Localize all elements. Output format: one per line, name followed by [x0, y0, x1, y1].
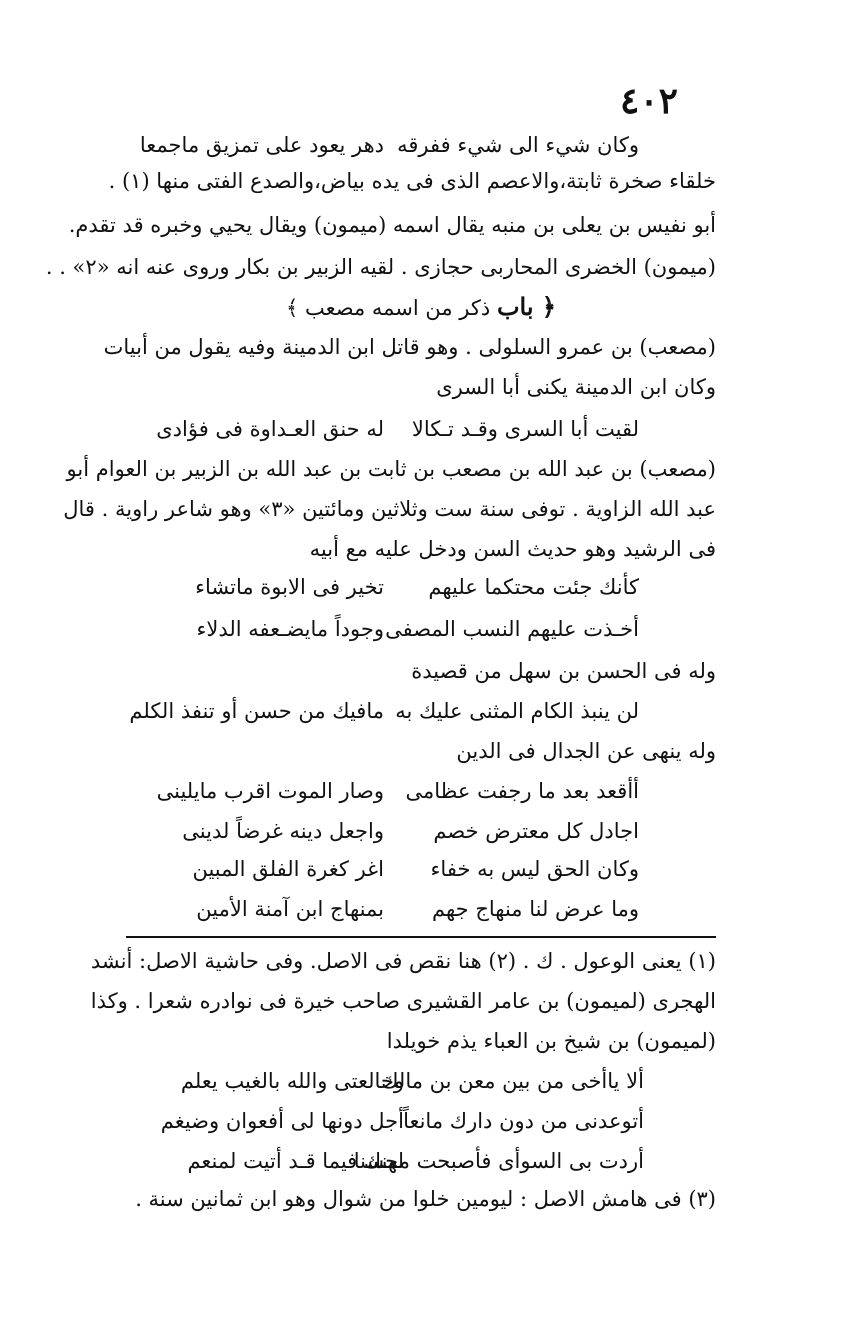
footnote-verse-hemistich: أردت بى السوأى فأصبحت محسنا [353, 1149, 644, 1173]
verse-hemistich: له حنق العـداوة فى فؤادى [156, 417, 384, 441]
footnote-verse-hemistich: ألا ياأخى من بين معن بن مالك [381, 1069, 644, 1093]
verse-hemistich: كأنك جئت محتكما عليهم [428, 575, 639, 599]
verse-hemistich: اجادل كل معترض خصم [433, 819, 639, 843]
verse-hemistich: اغر كغرة الفلق المبين [192, 857, 384, 881]
text-line: فى الرشيد وهو حديث السن ودخل عليه مع أبيه [309, 537, 716, 561]
verse-hemistich: واجعل دينه غرضاً لدينى [182, 819, 384, 843]
verse-hemistich: دهر يعود على تمزيق ماجمعا [139, 133, 384, 157]
verse-hemistich: وجوداً مايضـعفه الدلاء [196, 617, 384, 641]
footnote-line: (١) يعنى الوعول . ك . (٢) هنا نقص فى الاصل. وفى حاشية الاصل: أنشد [90, 949, 716, 973]
footnote-line: الهجرى (لميمون) بن عامر القشيرى صاحب خيرة فى نوادره شعرا . وكذا [90, 989, 716, 1013]
verse-hemistich: لن ينبذ الكام المثنى عليك به [395, 699, 639, 723]
footnote-line: (٣) فى هامش الاصل : ليومين خلوا من شوال وهو ابن ثمانين سنة . [135, 1187, 716, 1211]
verse-hemistich: تخير فى الابوة ماتشاء [195, 575, 384, 599]
text-line: (مصعب) بن عبد الله بن مصعب بن ثابت بن عبد الله بن الزبير بن العوام أبو [66, 457, 716, 481]
text-line: وله ينهى عن الجدال فى الدين [456, 739, 716, 763]
footnote-divider [126, 936, 716, 938]
footnote-verse-hemistich: لهنك فيما قـد أتيت لمنعم [187, 1149, 404, 1173]
footnote-verse-hemistich: أجل دونها لى أفعوان وضيغم [160, 1109, 404, 1133]
text-line: عبد الله الزاوية . توفى سنة ست وثلاثين ومائتين «٣» وهو شاعر راوية . قال [63, 497, 716, 521]
text-line: وكان ابن الدمينة يكنى أبا السرى [436, 375, 716, 399]
verse-hemistich: وكان شيء الى شيء ففرقه [397, 133, 639, 157]
verse-hemistich: مافيك من حسن أو تنفذ الكلم [129, 699, 384, 723]
verse-hemistich: وما عرض لنا منهاج جهم [432, 897, 639, 921]
section-heading [126, 290, 716, 325]
text-line: (مصعب) بن عمرو السلولى . وهو قاتل ابن الدمينة وفيه يقول من أبيات [103, 335, 716, 359]
text-line: خلقاء صخرة ثابتة،والاعصم الذى فى يده بياض،والصدع الفتى منها (١) . [108, 169, 716, 193]
verse-hemistich: وكان الحق ليس به خفاء [430, 857, 639, 881]
text-line: (ميمون) الخضرى المحاربى حجازى . لقيه الزبير بن بكار وروى عنه انه «٢» . . [45, 255, 716, 279]
page-number: ٤٠٢ [620, 80, 679, 122]
footnote-verse-hemistich: أتوعدنى من دون دارك مانعاً [403, 1109, 644, 1133]
footnote-line: (لميمون) بن شيخ بن العباء يذم خويلدا [386, 1029, 716, 1053]
text-line: أبو نفيس بن يعلى بن منبه يقال اسمه (ميمون) ويقال يحيي وخبره قد تقدم. [68, 213, 716, 237]
verse-hemistich: بمنهاج ابن آمنة الأمين [196, 897, 384, 921]
verse-hemistich: أخـذت عليهم النسب المصفى [385, 617, 639, 641]
verse-hemistich: وصار الموت اقرب مايلينى [156, 779, 384, 803]
verse-hemistich: أأقعد بعد ما رجفت عظامى [405, 779, 639, 803]
verse-hemistich: لقيت أبا السرى وقـد تـكالا [411, 417, 639, 441]
section-heading-bab: ﴿ باب [496, 292, 556, 321]
text-line: وله فى الحسن بن سهل من قصيدة [411, 659, 716, 683]
section-heading-text: ذكر من اسمه مصعب ﴾ [286, 296, 491, 320]
footnote-verse-hemistich: وخالعتى والله بالغيب يعلم [180, 1069, 404, 1093]
